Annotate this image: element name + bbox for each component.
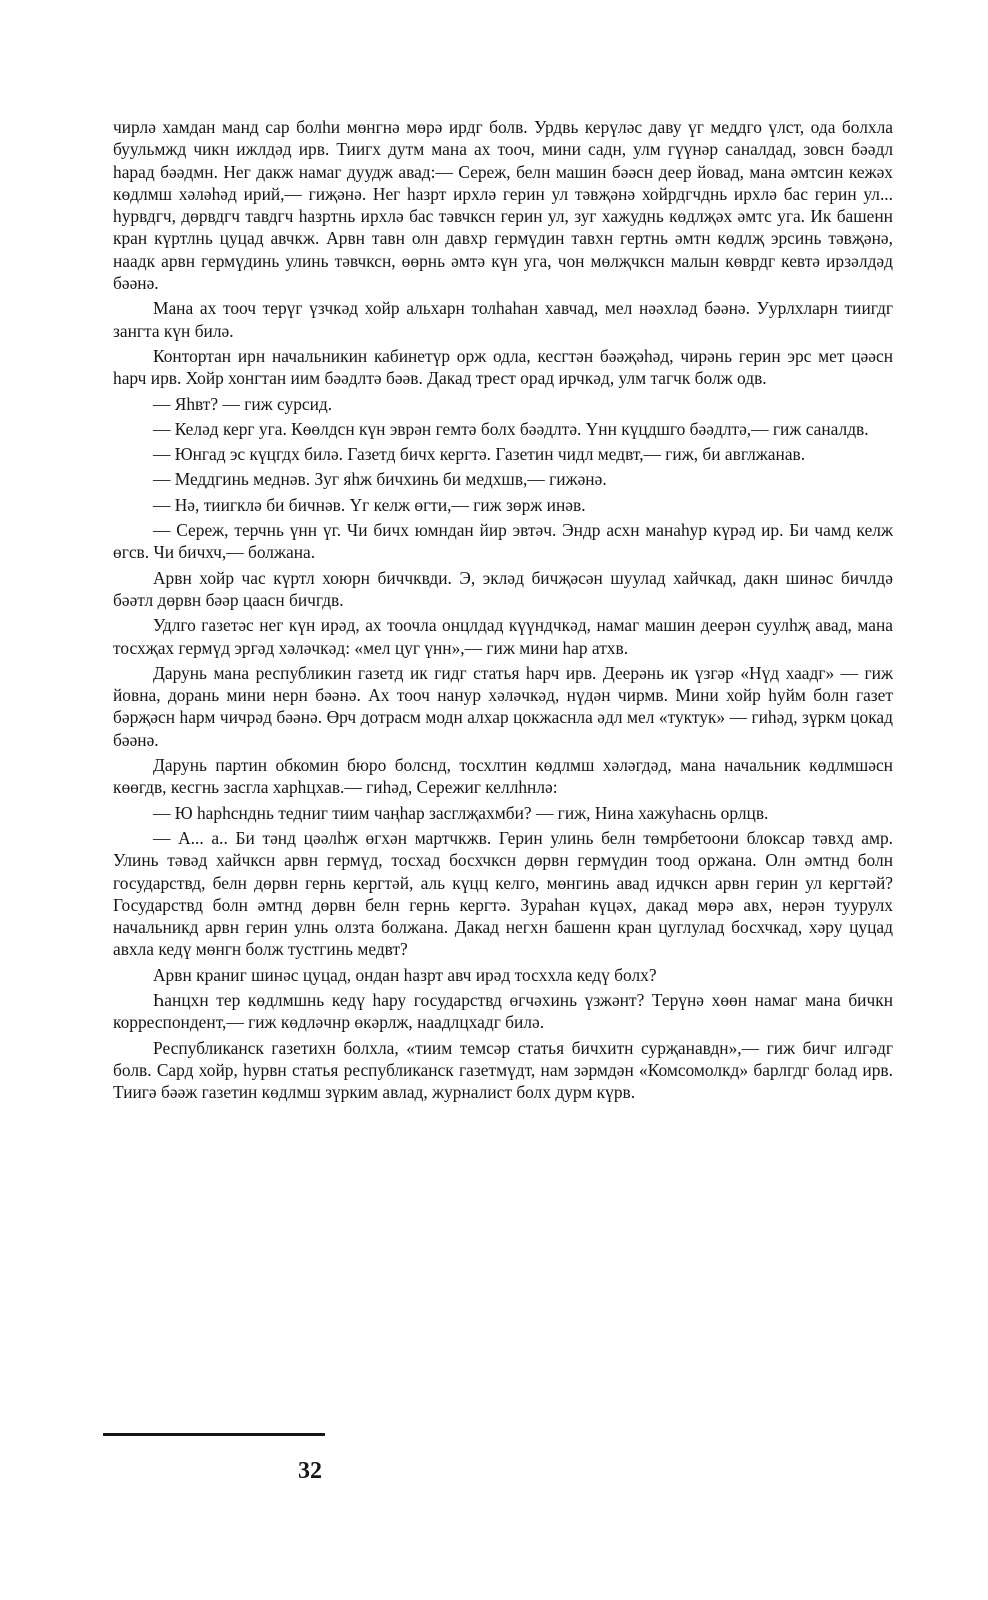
paragraph-6: Дарунь мана республикин газетд ик гидг статья һарч ирв. Деерәнь ик үзгәр «Нүд хаадг» — гиж йовна, дорань мини нерн бәәнә. Ах тооч нанур хәләчкәд, нүдән чирмв. Мини хойр һуйм болн газет бәрҗәсн һарм чичрәд бәәнә. Өрч дотрасм модн алхар цокжаснла әдл мел «туктук» — гиһәд, зүркм цокад бәәнә. <box>113 662 893 750</box>
paragraph-3: Контортан ирн начальникин кабинетүр орж одла, кесгтән бәәҗәһәд, чирәнь герин эрс мет цәәсн һарч ирв. Хойр хонгтан иим бәәдлтә бәәв. Дакад трест орад ирчкәд, улм тагчк болж одв. <box>113 345 893 389</box>
dialogue-4: — Меддгинь меднәв. Зуг яһж бичхинь би медхшв,— гижәнә. <box>153 469 607 490</box>
paragraph-7: Дарунь партин обкомин бюро болснд, тосхлтин көдлмш хәләгдәд, мана начальник көдлмшәсн көөгдв, кесгнь засгла харһцхав.— гиһәд, Серeжиг келлһнлә: <box>113 755 893 798</box>
page-text <box>113 116 893 1106</box>
dialogue-5: — Нә, тиигклә би бичнәв. Үг келж өгти,— гиж зөрж инәв. <box>153 494 586 515</box>
footnote-rule <box>103 1433 325 1436</box>
paragraph-10: Республиканск газетихн болхла, «тиим темсәр статья бичхитн сурҗанавдн»,— гиж бичг илгәдг болв. Сард хойр, һурвн статья республиканск газетмүдт, нам зәрмдән «Комсомолкд» барлгдг болад ирв. Тиигә бәәж газетин көдлмш зүрким авлад, журналист болх дурм күрв. <box>113 1037 893 1103</box>
dialogue-3: — Юнгад эс күцгдх билә. Газетд бичх кергтә. Газетин чидл медвт,— гиж, би авглжанав. <box>153 444 806 465</box>
dialogue-6: — Сереж, терчнь үнн үг. Чи бичх юмндан йир эвтәч. Эндр асхн манаһур күрәд ир. Би чамд келж өгсв. Чи бичхч,— болжана. <box>113 520 893 563</box>
paragraph-9: Һанцхн тер көдлмшнь кедү һару государствд өгчәхинь үзжәнт? Терүнә хөөн намаг мана бичкн корреспондент,— гиж көдләчнр өкәрлж, наадлцхадг билә. <box>113 989 893 1033</box>
dialogue-1: — Яһвт? — гиж сурсид. <box>153 393 333 414</box>
dialogue-2: — Келәд керг уга. Көөлдсн күн эврән гемтә болх бәәдлтә. Үнн күцдшго бәәдлтә,— гиж саналдв. <box>153 418 869 439</box>
paragraph-4: Арвн хойр час күртл хоюрн биччквди. Э, экләд бичҗәсән шуулад хайчкад, дакн шинәс бичлдә бәәтл дөрвн бәәр цаасн бичгдв. <box>113 567 893 610</box>
dialogue-8: — А... а.. Би тәнд цәәлһж өгхән мартчкжв. Герин улинь белн төмрбетоони блоксар тәвхд амр. Улинь тәвәд хайчксн арвн гермүд, тосхад босхчксн дөрвн гермүдин тоод оржана. Олн әмтнд болн государствд, белн дөрвн гернь кергтәй, аль күцц келго, мөнгинь авад идчксн арвн герин ул кергтәй? Государствд болн әмтнд дөрвн белн гернь кергтә. Зураһан күцәх, дакад мөрә авх, нерән туурулх начальникд арвн герин улнь олзта болжана. Дакад негхн башенн кран цуглулад босхчкад, хәру цуцад авхла кедү мөнгн болж тустгинь медвт? <box>113 827 893 960</box>
paragraph-8: Арвн краниг шинәс цуцад, ондан һазрт авч ирәд тосххла кедү болх? <box>153 964 657 985</box>
paragraph-2: Мана ах тооч терүг үзчкәд хойр альхарн толһаһан хавчад, мел нәәхләд бәәнә. Уурлхларн тиигдг зангта күн билә. <box>113 298 893 341</box>
paragraph-5: Удлго газетәс нег күн ирәд, ах тоочла онцлдад күүндчкәд, намаг машин деерән суулһҗ авад, мана тосхҗах гермүд эргәд хәләчкәд: «мел цуг үнн»,— гиж мини һар атхв. <box>113 615 893 658</box>
page-number: 32 <box>298 1458 322 1484</box>
dialogue-7: — Ю һарһснднь тедниг тиим чаңһар засглҗахмби? — гиж, Нина хажуһаснь орлцв. <box>153 802 769 823</box>
paragraph-1: чирлә хамдан манд сар болһи мөнгнә мөрә ирдг болв. Урдвь керүләс даву үг меддго үлст, ода болхла буульмжд чикн ижлдәд ирв. Тиигх дутм мана ах тооч, мини садн, улм гүүнәр саналдад, зовсн бәәдл һарад бәәдмн. Нег дакж намаг дуудж авад:— Сереж, белн машин бәәсн деер йовад, мана әмтсин кежәх көдлмш хәләһәд ирий,— гиҗәнә. Нег һазрт ирхлә герин ул тәвҗәнә хойрдгчднь ирхлә бас герин ул... һурвдгч, дөрвдгч тавдгч һазртнь ирхлә бас тәвчксн герин ул, зуг хажуднь көдлҗәх әмтс уга. Ик башенн кран күртлнь цуцад авчкж. Арвн тавн олн давхр гермүдин тавхн гертнь әмтн көдлҗ эрсинь тәвҗәнә, наадк арвн гермүдинь улинь тәвчксн, өөрнь әмтә күн уга, чон мөлҗчксн малын көврдг кевтә ирзәлдәд бәәнә. <box>113 117 893 294</box>
